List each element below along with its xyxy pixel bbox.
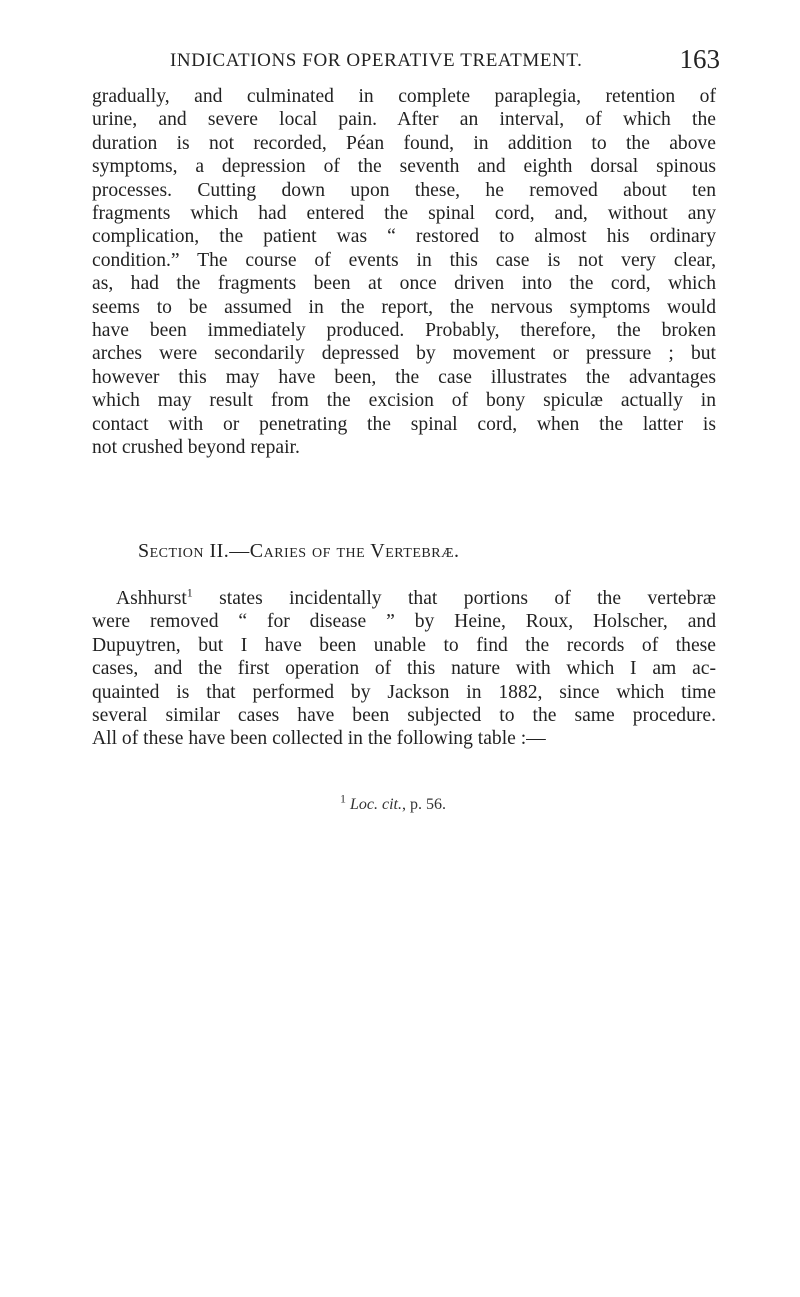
- footnote-citation: Loc. cit.: [350, 796, 402, 813]
- author-name: Ashhurst: [116, 588, 187, 609]
- text-line: urine, and severe local pain. After an interval, of which the: [92, 109, 716, 131]
- text-line: seems to be assumed in the report, the nervous symptoms would: [92, 296, 716, 318]
- text-line: quainted is that performed by Jackson in 1882, since which time: [92, 681, 716, 703]
- text-line: several similar cases have been subjected to the same procedure.: [92, 705, 716, 727]
- text-fragment: states incidentally that portions of the vertebræ: [192, 588, 716, 609]
- section-heading: Section II.—Caries of the Vertebræ.: [138, 540, 460, 562]
- footnote: [340, 791, 446, 814]
- text-line: duration is not recorded, Péan found, in addition to the above: [92, 132, 716, 154]
- text-line: gradually, and culminated in complete paraplegia, retention of: [92, 86, 716, 107]
- footnote-page: , p. 56.: [402, 796, 446, 813]
- text-line: processes. Cutting down upon these, he removed about ten: [92, 179, 716, 201]
- page-number: 163: [679, 44, 720, 74]
- text-line: which may result from the excision of bony spiculæ actually in: [92, 390, 716, 412]
- text-line: cases, and the first operation of this nature with which I am ac-: [92, 658, 716, 680]
- paragraph-1: [92, 85, 716, 460]
- text-line: All of these have been collected in the following table :—: [92, 728, 546, 750]
- page-header: [100, 44, 720, 84]
- text-line: as, had the fragments been at once driven into the cord, which: [92, 273, 716, 295]
- text-line: have been immediately produced. Probably, therefore, the broken: [92, 320, 716, 342]
- text-line: condition.” The course of events in this case is not very clear,: [92, 249, 716, 271]
- footnote-marker: 1: [340, 791, 346, 806]
- footnote-reference: 1: [186, 585, 193, 600]
- text-line: Dupuytren, but I have been unable to find the records of these: [92, 634, 716, 656]
- text-line: fragments which had entered the spinal cord, and, without any: [92, 203, 716, 225]
- text-line: arches were secondarily depressed by movement or pressure ; but: [92, 343, 716, 365]
- text-line: not crushed beyond repair.: [92, 437, 300, 459]
- text-line: [92, 587, 716, 610]
- text-line: contact with or penetrating the spinal cord, when the latter is: [92, 413, 716, 435]
- text-line: however this may have been, the case illustrates the advantages: [92, 366, 716, 388]
- paragraph-2: [92, 587, 716, 751]
- running-head: INDICATIONS FOR OPERATIVE TREATMENT.: [170, 50, 583, 71]
- text-line: symptoms, a depression of the seventh and eighth dorsal spinous: [92, 156, 716, 178]
- text-line: complication, the patient was “ restored to almost his ordinary: [92, 226, 716, 248]
- text-line: were removed “ for disease ” by Heine, Roux, Holscher, and: [92, 611, 716, 633]
